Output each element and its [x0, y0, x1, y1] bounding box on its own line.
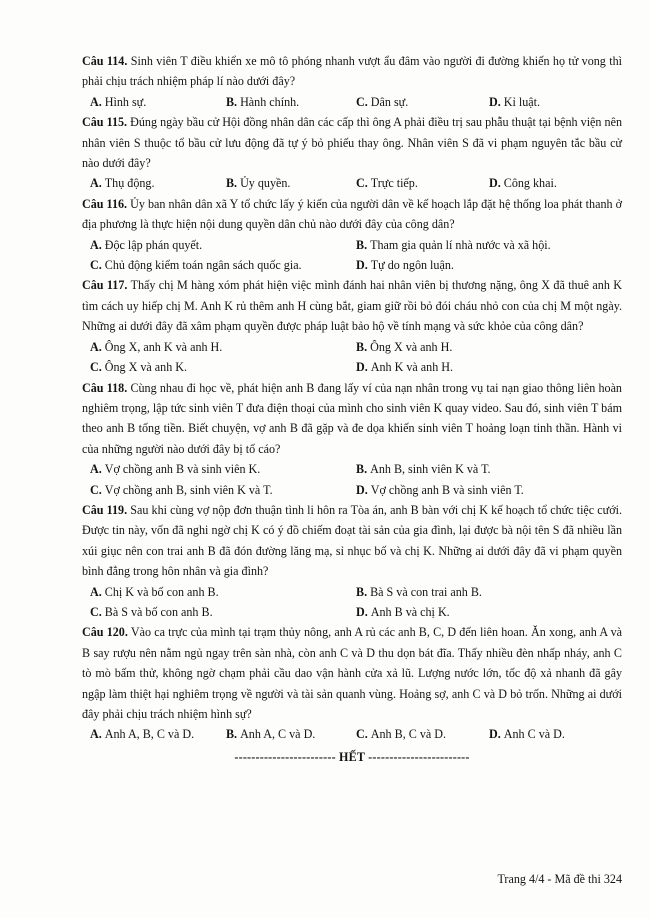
- answer-option-c: [90, 357, 356, 377]
- answer-option-d: [356, 255, 622, 275]
- options-row: [82, 480, 622, 500]
- option-letter: C.: [90, 604, 102, 619]
- question-number: Câu 115.: [82, 115, 128, 130]
- option-text: Anh B, C và D.: [370, 727, 447, 742]
- option-text: Thụ động.: [104, 176, 155, 191]
- option-text: Tự do ngôn luận.: [370, 258, 454, 273]
- option-text: Bà S và con trai anh B.: [370, 584, 482, 599]
- option-text: Anh C và D.: [503, 727, 565, 742]
- option-letter: C.: [90, 482, 102, 497]
- option-text: Chị K và bố con anh B.: [104, 584, 219, 599]
- question-116: [82, 194, 622, 276]
- answer-option-c: [90, 480, 356, 500]
- option-letter: B.: [225, 727, 238, 742]
- question-number: Câu 114.: [82, 54, 128, 68]
- option-text: Anh K và anh H.: [370, 360, 454, 375]
- question-text: Cùng nhau đi học về, phát hiện anh B đang lấy ví của nạn nhân trong vụ tai nạn giao thông liên hoàn nghiêm trọng, lập tức sinh viên T đưa điện thoại của mình cho sinh viên K quay video. Sau đó, sinh viên T bám theo anh B tống tiền. Biết chuyện, vợ anh B đã gặp và đe dọa khiến sinh viên T hoảng loạn tinh thần. Hành vi của những người nào dưới đây bị tố cáo?: [82, 380, 622, 456]
- answer-option-c: [90, 602, 356, 622]
- question-number: Câu 118.: [82, 380, 128, 395]
- answer-option-d: [356, 602, 622, 622]
- question-number: Câu 120.: [82, 625, 128, 640]
- option-text: Anh B, sinh viên K và T.: [370, 462, 491, 477]
- question-stem: [82, 500, 622, 582]
- question-text: Sau khi cùng vợ nộp đơn thuận tình li hôn ra Tòa án, anh B bàn với chị K kế hoạch tổ chức tiệc cưới. Được tin này, vốn đã nghi ngờ chị K có ý đồ chiếm đoạt tài sản của gia đình, lại được bà nội tên S đã nhiều lần xúi giục nên con trai anh B đã đón đường lăng mạ, sỉ nhục bố và chị K. Những ai dưới đây đã vi phạm quyền bình đẳng trong hôn nhân và gia đình?: [82, 502, 622, 579]
- option-letter: B.: [356, 584, 368, 599]
- option-letter: A.: [90, 727, 102, 742]
- option-text: Ủy quyền.: [240, 176, 291, 191]
- question-115: [82, 112, 622, 194]
- option-letter: A.: [90, 237, 102, 252]
- question-114: [82, 51, 622, 112]
- option-text: Anh B và chị K.: [370, 604, 450, 619]
- option-letter: D.: [489, 176, 501, 191]
- exam-page: [82, 51, 622, 767]
- answer-option-c: [356, 724, 489, 744]
- question-number: Câu 116.: [82, 196, 128, 211]
- option-letter: C.: [90, 360, 102, 375]
- option-letter: D.: [356, 482, 368, 497]
- question-120: [82, 622, 622, 744]
- option-text: Tham gia quản lí nhà nước và xã hội.: [370, 237, 551, 252]
- option-letter: C.: [356, 176, 368, 191]
- question-number: Câu 117.: [82, 278, 128, 293]
- option-letter: D.: [356, 258, 368, 273]
- answer-option-a: [90, 337, 356, 357]
- answer-option-a: [90, 92, 223, 112]
- option-letter: D.: [356, 360, 368, 375]
- option-letter: B.: [356, 339, 368, 354]
- question-number: Câu 119.: [82, 502, 128, 517]
- options-row: [82, 92, 622, 112]
- answer-option-b: [356, 459, 622, 479]
- question-text: Sinh viên T điều khiển xe mô tô phóng nhanh vượt ẩu đâm vào người đi đường khiến họ tử vong thì phải chịu trách nhiệm pháp lí nào dưới đây?: [82, 54, 622, 89]
- question-stem: [82, 112, 622, 173]
- option-letter: B.: [225, 94, 238, 109]
- answer-option-c: [90, 255, 356, 275]
- option-text: Độc lập phán quyết.: [104, 237, 203, 252]
- answer-option-d: [489, 724, 622, 744]
- answer-option-d: [489, 173, 622, 193]
- answer-option-c: [356, 92, 489, 112]
- question-118: [82, 378, 622, 500]
- option-text: Ông X và anh H.: [370, 339, 453, 354]
- option-letter: A.: [90, 339, 102, 354]
- answer-option-b: [223, 724, 356, 744]
- question-stem: [82, 378, 622, 460]
- option-letter: A.: [90, 584, 102, 599]
- options-row: [82, 602, 622, 622]
- question-stem: [82, 275, 622, 336]
- option-letter: D.: [356, 604, 368, 619]
- answer-option-b: [356, 235, 622, 255]
- option-text: Chủ động kiểm toán ngân sách quốc gia.: [104, 258, 302, 273]
- option-letter: B.: [356, 237, 368, 252]
- option-text: Dân sự.: [370, 94, 409, 109]
- answer-option-b: [223, 173, 356, 193]
- answer-option-a: [90, 173, 223, 193]
- answer-option-b: [356, 337, 622, 357]
- options-row: [82, 337, 622, 357]
- question-stem: [82, 51, 622, 92]
- option-letter: B.: [225, 176, 238, 191]
- answer-option-d: [356, 480, 622, 500]
- answer-option-a: [90, 582, 356, 602]
- question-text: Đúng ngày bầu cử Hội đồng nhân dân các cấp thì ông A phải điều trị sau phẫu thuật tại bệnh viện nên nhân viên S thuộc tổ bầu cử lưu động đã tự ý bỏ phiếu thay ông. Nhân viên S đã vi phạm nguyên tắc bầu cử nào dưới đây?: [82, 115, 622, 171]
- option-text: Ông X và anh K.: [104, 360, 188, 375]
- option-text: Hành chính.: [240, 94, 300, 109]
- question-119: [82, 500, 622, 622]
- answer-option-a: [90, 724, 223, 744]
- option-letter: B.: [356, 462, 368, 477]
- question-text: Ủy ban nhân dân xã Y tổ chức lấy ý kiến của người dân về kế hoạch lắp đặt hệ thống loa phát thanh ở địa phương là thực hiện nội dung quyền dân chủ nào dưới đây của công dân?: [82, 196, 622, 232]
- question-text: Thấy chị M hàng xóm phát hiện việc mình đánh hai nhân viên bị thương nặng, ông X đã thuê anh K tìm cách uy hiếp chị M. Anh K rủ thêm anh H cùng bắt, giam giữ rồi bỏ đói cháu nhỏ con của chị M một ngày. Những ai dưới đây đã xâm phạm quyền được pháp luật bảo hộ về tính mạng và sức khỏe của công dân?: [82, 278, 622, 334]
- options-row: [82, 459, 622, 479]
- option-letter: C.: [90, 258, 102, 273]
- option-letter: A.: [90, 94, 102, 109]
- option-letter: A.: [90, 176, 102, 191]
- answer-option-b: [223, 92, 356, 112]
- option-letter: D.: [489, 727, 501, 742]
- options-row: [82, 357, 622, 377]
- option-text: Kỉ luật.: [503, 94, 541, 109]
- option-text: Ông X, anh K và anh H.: [104, 339, 223, 354]
- options-row: [82, 235, 622, 255]
- option-letter: C.: [356, 727, 368, 742]
- option-text: Bà S và bố con anh B.: [104, 604, 213, 619]
- option-text: Vợ chồng anh B, sinh viên K và T.: [104, 482, 273, 497]
- question-stem: [82, 622, 622, 724]
- answer-option-a: [90, 459, 356, 479]
- option-text: Vợ chồng anh B và sinh viên T.: [370, 482, 524, 497]
- option-text: Anh A, B, C và D.: [104, 727, 195, 742]
- option-text: Công khai.: [503, 176, 557, 191]
- answer-option-b: [356, 582, 622, 602]
- options-row: [82, 255, 622, 275]
- option-text: Hình sự.: [104, 94, 147, 109]
- question-stem: [82, 194, 622, 235]
- options-row: [82, 724, 622, 744]
- option-letter: C.: [356, 94, 368, 109]
- options-row: [82, 173, 622, 193]
- answer-option-c: [356, 173, 489, 193]
- answer-option-d: [356, 357, 622, 377]
- question-117: [82, 275, 622, 377]
- options-row: [82, 582, 622, 602]
- option-text: Anh A, C và D.: [240, 727, 316, 742]
- answer-option-d: [489, 92, 622, 112]
- page-footer: Trang 4/4 - Mã đề thi 324: [497, 872, 622, 886]
- option-letter: D.: [489, 94, 501, 109]
- question-text: Vào ca trực của mình tại trạm thủy nông, anh A rủ các anh B, C, D đến liên hoan. Ăn xong, anh A và B say rượu nên nằm ngủ ngay trên sàn nhà, còn anh C và D thu dọn bát đĩa. Thấy nhiều đèn nhấp nháy, anh C tò mò bấm thử, không ngờ chạm phải cầu dao vận hành cửa xả lũ. Lượng nước lớn, tốc độ xả nhanh đã gây ngập làm thiệt hại nghiêm trọng về người và tài sản quanh vùng. Hoảng sợ, anh C và D bỏ trốn. Những ai dưới đây phải chịu trách nhiệm hình sự?: [82, 625, 623, 721]
- option-text: Vợ chồng anh B và sinh viên K.: [104, 462, 261, 477]
- end-marker: ------------------------ HẾT ------------------------: [234, 749, 470, 764]
- option-text: Trực tiếp.: [370, 176, 418, 191]
- answer-option-a: [90, 235, 356, 255]
- option-letter: A.: [90, 462, 102, 477]
